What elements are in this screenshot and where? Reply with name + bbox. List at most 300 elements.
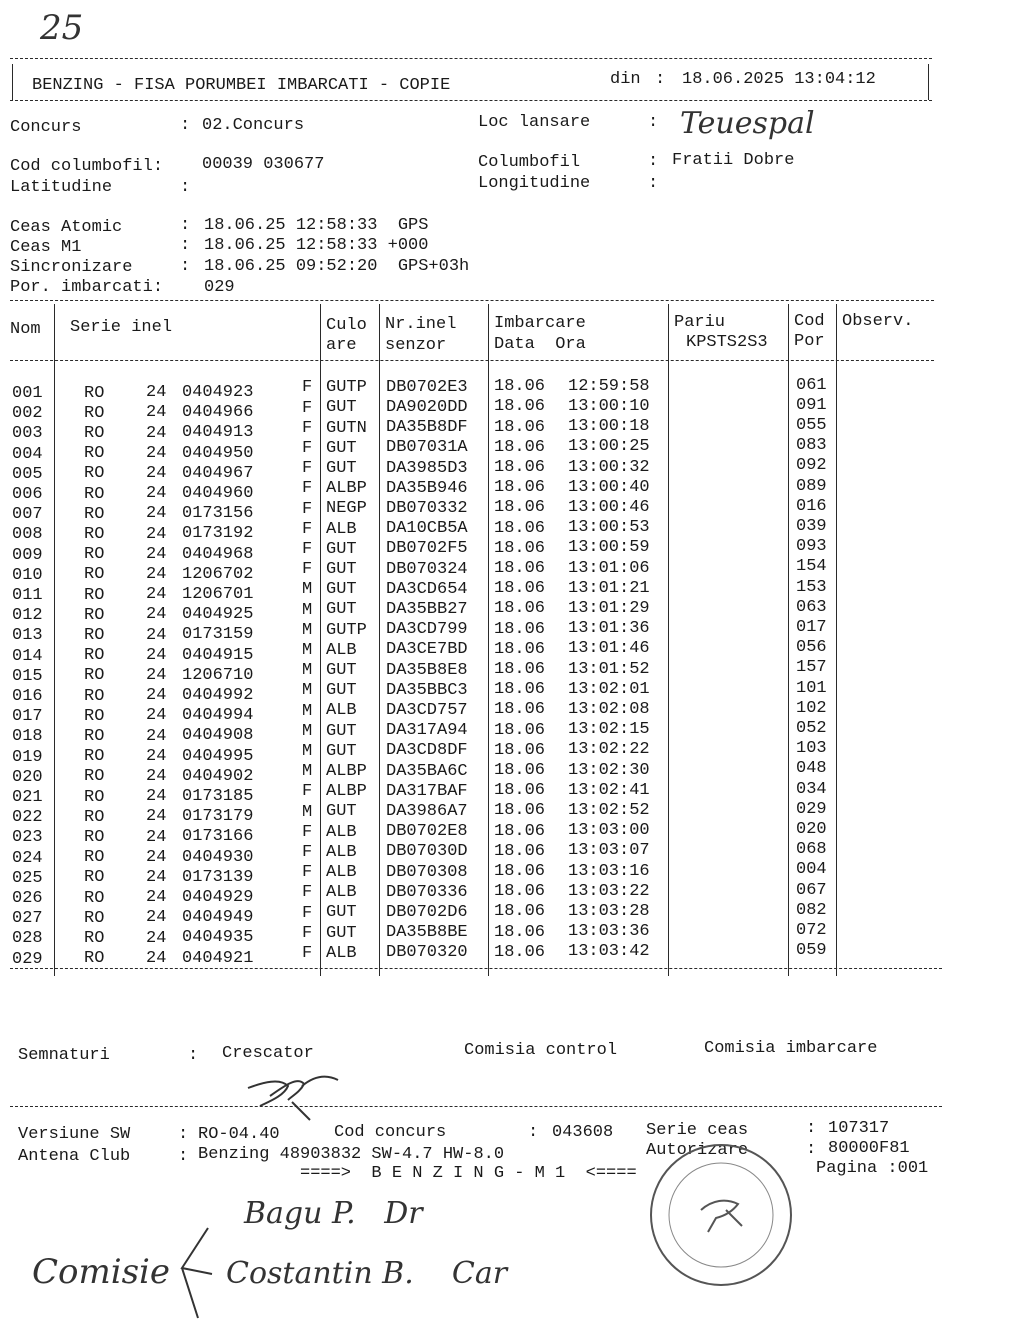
concurs-value: 02.Concurs: [202, 116, 305, 135]
cell-color: ALB: [326, 640, 357, 660]
cell-sensor: DA10CB5A: [386, 519, 468, 539]
concurs-label: Concurs: [10, 118, 82, 137]
cell-nom: 015: [12, 666, 43, 686]
cell-time: 13:01:21: [568, 578, 650, 598]
cell-time: 13:02:22: [568, 740, 650, 760]
signatures-label: Semnaturi: [18, 1046, 110, 1065]
cell-ring: 0404960: [182, 483, 254, 503]
versiune-sw-value: RO-04.40: [198, 1125, 280, 1144]
cell-sex: F: [302, 539, 313, 559]
cell-sex: M: [302, 721, 313, 741]
ceas-atomic-colon: :: [180, 216, 191, 235]
cell-color: GUT: [326, 398, 357, 418]
cell-sex: F: [302, 863, 313, 883]
cell-sensor: DB0702E3: [386, 377, 468, 397]
serie-ceas-label: Serie ceas: [646, 1121, 749, 1140]
cell-time: 13:01:29: [568, 599, 650, 619]
cell-ring: 0404930: [182, 847, 254, 867]
cell-time: 13:03:42: [568, 942, 650, 962]
cell-country: RO: [84, 464, 105, 484]
cell-color: GUT: [326, 438, 357, 458]
handwritten-name-1: Bagu P. Dr: [244, 1196, 423, 1231]
cell-nom: 021: [12, 787, 43, 807]
cod-concurs-label: Cod concurs: [334, 1123, 447, 1142]
cell-ring: 0173156: [182, 504, 254, 524]
columbofil-value: Fratii Dobre: [672, 151, 795, 170]
cell-date: 18.06: [494, 740, 546, 760]
cell-sensor: DA3985D3: [386, 458, 468, 478]
cell-sex: F: [302, 479, 313, 499]
cell-nom: 013: [12, 626, 43, 646]
cell-cod: 039: [796, 516, 827, 536]
cell-nom: 017: [12, 707, 43, 727]
cell-year: 24: [146, 847, 167, 867]
cell-color: GUT: [326, 721, 357, 741]
cell-time: 13:00:53: [568, 518, 650, 538]
cell-country: RO: [84, 403, 105, 423]
cell-date: 18.06: [494, 639, 546, 659]
cell-color: ALBP: [326, 479, 367, 499]
cell-date: 18.06: [494, 761, 546, 781]
col-header-nom: Nom: [10, 320, 41, 339]
cell-cod: 059: [796, 941, 827, 961]
cell-time: 13:03:07: [568, 841, 650, 861]
cell-color: ALBP: [326, 782, 367, 802]
cell-sex: F: [302, 378, 313, 398]
cell-cod: 101: [796, 678, 827, 698]
cell-date: 18.06: [494, 862, 546, 882]
por-imbarcati-label: Por. imbarcati:: [10, 278, 164, 297]
cell-cod: 056: [796, 638, 827, 658]
cell-year: 24: [146, 908, 167, 928]
cell-ring: 0404949: [182, 908, 254, 928]
ceas-atomic-label: Ceas Atomic: [10, 218, 123, 237]
cell-sensor: DA317A94: [386, 721, 468, 741]
cell-cod: 089: [796, 476, 827, 496]
cell-nom: 018: [12, 727, 43, 747]
cell-time: 13:00:32: [568, 457, 650, 477]
cell-year: 24: [146, 888, 167, 908]
report-date-value: 18.06.2025 13:04:12: [682, 70, 876, 89]
cell-sex: M: [302, 741, 313, 761]
cell-color: GUT: [326, 559, 357, 579]
cell-country: RO: [84, 605, 105, 625]
cell-sex: F: [302, 842, 313, 862]
ceas-m1-value: 18.06.25 12:58:33 +000: [204, 236, 429, 255]
cell-date: 18.06: [494, 801, 546, 821]
crescator-signature: [240, 1066, 350, 1122]
col-header-serie-inel: Serie inel: [70, 318, 173, 337]
cell-year: 24: [146, 867, 167, 887]
signature-crescator-label: Crescator: [222, 1044, 314, 1063]
cell-date: 18.06: [494, 720, 546, 740]
longitudine-label: Longitudine: [478, 174, 591, 193]
cell-time: 12:59:58: [568, 376, 650, 396]
cell-year: 24: [146, 827, 167, 847]
cell-cod: 063: [796, 597, 827, 617]
latitudine-label: Latitudine: [10, 178, 113, 197]
col-header-pariu-2: KPSTS2S3: [686, 333, 768, 352]
cell-year: 24: [146, 524, 167, 544]
cell-date: 18.06: [494, 417, 546, 437]
cell-year: 24: [146, 443, 167, 463]
cell-nom: 011: [12, 585, 43, 605]
columbofil-label: Columbofil: [478, 153, 581, 172]
cell-sex: F: [302, 560, 313, 580]
cell-color: GUT: [326, 539, 357, 559]
cell-cod: 061: [796, 375, 827, 395]
cell-time: 13:00:18: [568, 417, 650, 437]
cell-date: 18.06: [494, 538, 546, 558]
cell-year: 24: [146, 504, 167, 524]
cell-color: GUTP: [326, 378, 367, 398]
cell-ring: 0404929: [182, 887, 254, 907]
antena-club-colon: :: [178, 1147, 189, 1166]
cell-date: 18.06: [494, 498, 546, 518]
cell-nom: 026: [12, 888, 43, 908]
cell-color: GUTP: [326, 620, 367, 640]
cell-time: 13:00:10: [568, 397, 650, 417]
cell-sex: M: [302, 600, 313, 620]
cell-country: RO: [84, 888, 105, 908]
cell-year: 24: [146, 686, 167, 706]
cell-year: 24: [146, 948, 167, 968]
report-date-colon: :: [655, 70, 666, 89]
cell-ring: 0404908: [182, 726, 254, 746]
cell-time: 13:00:25: [568, 437, 650, 457]
loc-lansare-colon: :: [648, 113, 659, 132]
cell-sensor: DA35BA6C: [386, 761, 468, 781]
cell-sensor: DA3CD654: [386, 579, 468, 599]
cell-sex: M: [302, 620, 313, 640]
cell-time: 13:01:46: [568, 639, 650, 659]
cell-sex: M: [302, 661, 313, 681]
header-left-border: [12, 64, 13, 100]
col-header-culoare-1: Culo: [326, 316, 367, 335]
cell-country: RO: [84, 747, 105, 767]
cell-year: 24: [146, 463, 167, 483]
cell-ring: 0404994: [182, 706, 254, 726]
cell-nom: 001: [12, 383, 43, 403]
cell-time: 13:03:28: [568, 902, 650, 922]
cell-date: 18.06: [494, 700, 546, 720]
col-header-imbarcare-2: Data Ora: [494, 335, 586, 354]
cell-sensor: DA3986A7: [386, 802, 468, 822]
cell-time: 13:03:16: [568, 861, 650, 881]
cell-time: 13:00:59: [568, 538, 650, 558]
cell-country: RO: [84, 726, 105, 746]
cell-year: 24: [146, 787, 167, 807]
cod-concurs-colon: :: [528, 1123, 539, 1142]
columbofil-colon: :: [648, 152, 659, 171]
cell-nom: 029: [12, 949, 43, 969]
cell-country: RO: [84, 524, 105, 544]
cell-country: RO: [84, 949, 105, 969]
cell-country: RO: [84, 484, 105, 504]
cell-year: 24: [146, 625, 167, 645]
cell-cod: 157: [796, 658, 827, 678]
cell-nom: 010: [12, 565, 43, 585]
cell-country: RO: [84, 504, 105, 524]
cell-year: 24: [146, 645, 167, 665]
club-stamp: [646, 1140, 796, 1290]
cell-sensor: DA3CD8DF: [386, 741, 468, 761]
cell-country: RO: [84, 646, 105, 666]
cell-date: 18.06: [494, 377, 546, 397]
cell-ring: 1206701: [182, 584, 254, 604]
cell-cod: 020: [796, 819, 827, 839]
cell-color: GUT: [326, 660, 357, 680]
cell-sex: F: [302, 438, 313, 458]
col-header-pariu-1: Pariu: [674, 313, 726, 332]
cell-country: RO: [84, 686, 105, 706]
cell-ring: 0404968: [182, 544, 254, 564]
antena-club-value: Benzing 48903832 SW-4.7 HW-8.0: [198, 1145, 505, 1164]
cell-cod: 082: [796, 900, 827, 920]
cell-sex: F: [302, 418, 313, 438]
cell-year: 24: [146, 766, 167, 786]
signatures-colon: :: [188, 1046, 199, 1065]
cell-sex: F: [302, 883, 313, 903]
cell-sensor: DA9020DD: [386, 398, 468, 418]
cell-country: RO: [84, 807, 105, 827]
col-sep-imbarcare: [668, 304, 669, 976]
cell-sex: M: [302, 580, 313, 600]
cell-nom: 006: [12, 484, 43, 504]
cell-ring: 0173166: [182, 827, 254, 847]
cell-sensor: DA35BBC3: [386, 680, 468, 700]
versiune-sw-colon: :: [178, 1125, 189, 1144]
cell-sensor: DA35B8E8: [386, 660, 468, 680]
cell-time: 13:03:00: [568, 821, 650, 841]
cell-cod: 092: [796, 456, 827, 476]
cell-cod: 048: [796, 759, 827, 779]
cell-nom: 020: [12, 767, 43, 787]
cell-nom: 016: [12, 686, 43, 706]
cell-country: RO: [84, 666, 105, 686]
cell-color: ALB: [326, 822, 357, 842]
cell-color: GUTN: [326, 418, 367, 438]
cell-year: 24: [146, 383, 167, 403]
cell-sex: F: [302, 822, 313, 842]
cell-ring: 0173139: [182, 867, 254, 887]
cell-date: 18.06: [494, 781, 546, 801]
cell-ring: 0173179: [182, 807, 254, 827]
col-sep-pariu: [788, 304, 789, 976]
handwritten-name-2: Costantin B. Car: [226, 1256, 508, 1291]
cell-country: RO: [84, 565, 105, 585]
cell-country: RO: [84, 423, 105, 443]
cell-country: RO: [84, 383, 105, 403]
cell-sensor: DA35BB27: [386, 600, 468, 620]
cell-time: 13:02:15: [568, 720, 650, 740]
cell-date: 18.06: [494, 821, 546, 841]
cell-sex: F: [302, 398, 313, 418]
cell-ring: 1206710: [182, 665, 254, 685]
col-sep-nom: [54, 304, 55, 976]
cell-cod: 072: [796, 920, 827, 940]
cell-time: 13:01:06: [568, 558, 650, 578]
cell-date: 18.06: [494, 882, 546, 902]
ceas-m1-label: Ceas M1: [10, 238, 82, 257]
cell-time: 13:02:52: [568, 801, 650, 821]
col-header-nr-inel-2: senzor: [385, 336, 447, 355]
cell-nom: 002: [12, 404, 43, 424]
cell-year: 24: [146, 706, 167, 726]
cell-color: ALB: [326, 519, 357, 539]
col-header-cod-1: Cod: [794, 312, 825, 331]
cell-country: RO: [84, 444, 105, 464]
cell-ring: 0404995: [182, 746, 254, 766]
cell-color: ALB: [326, 842, 357, 862]
cell-year: 24: [146, 605, 167, 625]
cod-columbofil-label: Cod columbofil:: [10, 157, 164, 176]
cell-date: 18.06: [494, 559, 546, 579]
cell-color: ALB: [326, 943, 357, 963]
cell-time: 13:02:08: [568, 700, 650, 720]
ceas-m1-colon: :: [180, 236, 191, 255]
cell-ring: 1206702: [182, 564, 254, 584]
cell-ring: 0173159: [182, 625, 254, 645]
cell-date: 18.06: [494, 922, 546, 942]
cell-sex: F: [302, 459, 313, 479]
cell-time: 13:03:22: [568, 881, 650, 901]
cell-sensor: DA35B946: [386, 478, 468, 498]
latitudine-colon: :: [180, 178, 191, 197]
cell-ring: 0173192: [182, 524, 254, 544]
col-header-imbarcare-1: Imbarcare: [494, 314, 586, 333]
cell-year: 24: [146, 423, 167, 443]
autorizare-label: Autorizare: [646, 1141, 749, 1160]
cell-year: 24: [146, 564, 167, 584]
cell-cod: 029: [796, 799, 827, 819]
cell-cod: 004: [796, 860, 827, 880]
cell-color: ALBP: [326, 761, 367, 781]
cell-sex: F: [302, 943, 313, 963]
cell-date: 18.06: [494, 437, 546, 457]
cod-concurs-value: 043608: [552, 1123, 614, 1142]
col-sep-culoare: [379, 304, 380, 976]
cell-date: 18.06: [494, 579, 546, 599]
footer-top-rule: [10, 1106, 942, 1107]
autorizare-value: 80000F81: [828, 1139, 910, 1158]
cell-time: 13:00:46: [568, 498, 650, 518]
cell-ring: 0404923: [182, 382, 254, 402]
cell-cod: 091: [796, 395, 827, 415]
header-right-border: [928, 64, 929, 100]
cell-color: ALB: [326, 883, 357, 903]
cell-sex: M: [302, 762, 313, 782]
cell-sensor: DA3CD799: [386, 620, 468, 640]
cell-nom: 027: [12, 909, 43, 929]
cell-sensor: DA35B8BE: [386, 923, 468, 943]
cell-nom: 022: [12, 808, 43, 828]
cell-color: ALB: [326, 862, 357, 882]
cell-cod: 016: [796, 496, 827, 516]
table-header-rule: [10, 360, 934, 361]
cell-year: 24: [146, 807, 167, 827]
cell-sensor: DB070320: [386, 943, 468, 963]
cell-year: 24: [146, 403, 167, 423]
cell-time: 13:02:30: [568, 760, 650, 780]
por-imbarcati-value: 029: [204, 278, 235, 297]
cell-cod: 034: [796, 779, 827, 799]
cell-country: RO: [84, 848, 105, 868]
handwritten-comisie: Comisie: [32, 1252, 171, 1292]
cell-ring: 0404902: [182, 766, 254, 786]
cell-sensor: DA3CE7BD: [386, 640, 468, 660]
cell-nom: 007: [12, 505, 43, 525]
cell-cod: 017: [796, 617, 827, 637]
sincronizare-label: Sincronizare: [10, 258, 133, 277]
cell-nom: 024: [12, 848, 43, 868]
col-header-nr-inel-1: Nr.inel: [385, 315, 457, 334]
cell-sensor: DB0702E8: [386, 822, 468, 842]
cell-sensor: DB07031A: [386, 438, 468, 458]
handwritten-page-number: 25: [40, 8, 84, 48]
header-bottom-rule: [10, 100, 932, 101]
col-sep-senzor: [488, 304, 489, 976]
cell-ring: 0404925: [182, 605, 254, 625]
cell-ring: 0404913: [182, 423, 254, 443]
table-top-rule: [10, 300, 934, 301]
cell-country: RO: [84, 545, 105, 565]
serie-ceas-colon: :: [806, 1119, 817, 1138]
report-date-label: din: [610, 70, 641, 89]
cell-sex: F: [302, 499, 313, 519]
cell-time: 13:01:36: [568, 619, 650, 639]
cell-time: 13:01:52: [568, 659, 650, 679]
cell-cod: 083: [796, 436, 827, 456]
cell-color: ALB: [326, 701, 357, 721]
cell-sensor: DA317BAF: [386, 781, 468, 801]
cell-year: 24: [146, 726, 167, 746]
cell-cod: 055: [796, 415, 827, 435]
cell-sensor: DB070336: [386, 882, 468, 902]
cell-color: GUT: [326, 580, 357, 600]
cell-nom: 025: [12, 868, 43, 888]
cell-nom: 019: [12, 747, 43, 767]
cell-sensor: DB07030D: [386, 842, 468, 862]
cell-date: 18.06: [494, 518, 546, 538]
cell-nom: 009: [12, 545, 43, 565]
cell-date: 18.06: [494, 841, 546, 861]
antena-club-label: Antena Club: [18, 1147, 131, 1166]
signature-comisia-control-label: Comisia control: [464, 1041, 618, 1060]
cell-cod: 154: [796, 557, 827, 577]
cell-date: 18.06: [494, 599, 546, 619]
cell-sensor: DB0702F5: [386, 539, 468, 559]
cell-sex: M: [302, 802, 313, 822]
cell-sex: F: [302, 903, 313, 923]
cell-year: 24: [146, 585, 167, 605]
cell-date: 18.06: [494, 619, 546, 639]
cell-country: RO: [84, 908, 105, 928]
col-header-observ: Observ.: [842, 312, 914, 331]
cell-nom: 023: [12, 828, 43, 848]
cell-time: 13:02:41: [568, 780, 650, 800]
cell-color: GUT: [326, 923, 357, 943]
cell-sensor: DA35B8DF: [386, 418, 468, 438]
cell-country: RO: [84, 625, 105, 645]
autorizare-colon: :: [806, 1140, 817, 1159]
cell-date: 18.06: [494, 902, 546, 922]
col-sep-serie: [320, 304, 321, 976]
cell-color: GUT: [326, 903, 357, 923]
signature-comisia-imbarcare-label: Comisia imbarcare: [704, 1039, 878, 1058]
cell-year: 24: [146, 665, 167, 685]
loc-lansare-value: Teuespal: [680, 106, 815, 141]
